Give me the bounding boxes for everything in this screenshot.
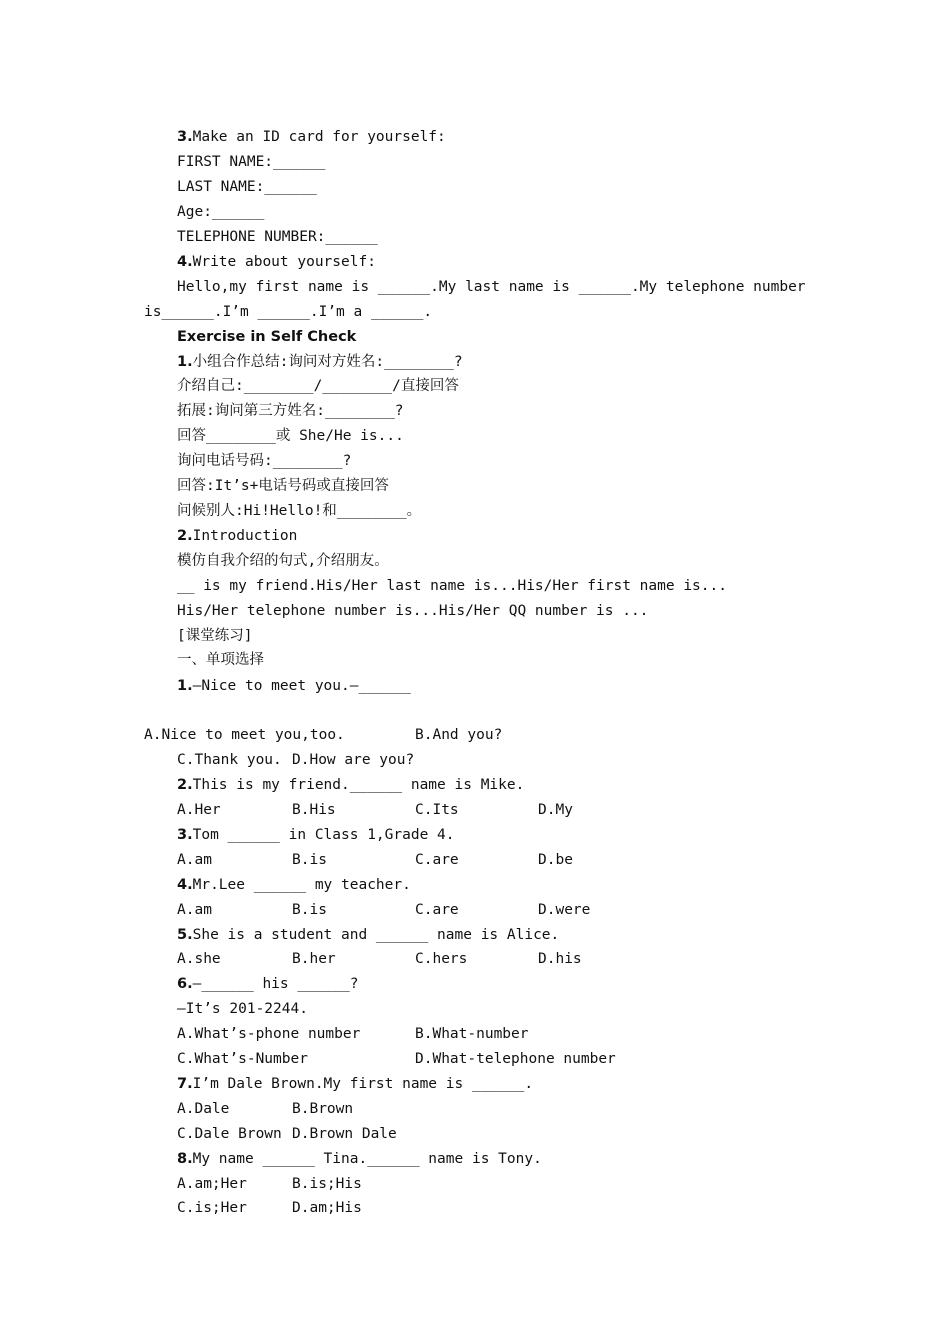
option-d: D.am;His	[292, 1200, 362, 1216]
option-c: C.Dale Brown	[177, 1126, 282, 1142]
option-c: C.are	[415, 852, 459, 868]
question-text: —______ his ______?	[192, 976, 359, 992]
question-text: Mr.Lee ______ my teacher.	[192, 877, 411, 893]
telephone-line: TELEPHONE NUMBER:______	[177, 229, 378, 245]
question-6-answer: —It’s 201-2244.	[177, 1001, 308, 1017]
section3-title	[177, 127, 446, 147]
question-text: Tom ______ in Class 1,Grade 4.	[192, 827, 455, 843]
question-number: 5.	[177, 927, 193, 943]
self-check-line5: 询问电话号码:________?	[177, 453, 352, 469]
option-a: A.Her	[177, 802, 221, 818]
introduction-line1: __ is my friend.His/Her last name is...His/Her first name is...	[177, 578, 727, 594]
question-number: 3.	[177, 827, 193, 843]
practice-subheading: 一、单项选择	[177, 652, 264, 668]
option-c: C.Its	[415, 802, 459, 818]
introduction-number: 2.	[177, 528, 193, 544]
question-text: My name ______ Tina.______ name is Tony.	[192, 1151, 542, 1167]
option-c: C.are	[415, 902, 459, 918]
option-d: D.My	[538, 802, 573, 818]
self-check-number1: 1.	[177, 354, 193, 370]
self-check-line3: 拓展:询问第三方姓名:________?	[177, 403, 404, 419]
introduction-title	[177, 526, 297, 546]
option-a: A.What’s-phone number	[177, 1026, 361, 1042]
question-text: This is my friend.______ name is Mike.	[192, 777, 525, 793]
option-d: D.Brown Dale	[292, 1126, 397, 1142]
question-7	[177, 1074, 533, 1094]
self-check-heading: Exercise in Self Check	[177, 329, 357, 345]
practice-heading: [课堂练习]	[177, 628, 253, 644]
option-b: B.is;His	[292, 1176, 362, 1192]
introduction-instruction: 模仿自我介绍的句式,介绍朋友。	[177, 553, 389, 569]
self-check-line2: 介绍自己:________/________/直接回答	[177, 378, 459, 394]
question-1	[177, 676, 411, 696]
option-d: D.What-telephone number	[415, 1051, 616, 1067]
option-d: D.his	[538, 951, 582, 967]
section4-line1: Hello,my first name is ______.My last name is ______.My telephone number	[177, 279, 806, 295]
first-name-line: FIRST NAME:______	[177, 154, 326, 170]
question-number: 8.	[177, 1151, 193, 1167]
section3-title-text: Make an ID card for yourself:	[192, 129, 446, 145]
section4-line2: is______.I’m ______.I’m a ______.	[144, 304, 433, 320]
option-b: B.And you?	[415, 727, 503, 743]
age-line: Age:______	[177, 204, 265, 220]
option-d: D.were	[538, 902, 591, 918]
self-check-line1: 小组合作总结:询问对方姓名:________?	[192, 354, 463, 370]
introduction-line2: His/Her telephone number is...His/Her QQ number is ...	[177, 603, 649, 619]
question-3	[177, 825, 455, 845]
question-text: —Nice to meet you.—______	[192, 678, 411, 694]
option-c: C.Thank you.	[177, 752, 282, 768]
option-c: C.hers	[415, 951, 468, 967]
last-name-line: LAST NAME:______	[177, 179, 317, 195]
option-b: B.is	[292, 852, 327, 868]
question-number: 1.	[177, 678, 193, 694]
section4-title	[177, 252, 376, 272]
option-a: A.Dale	[177, 1101, 230, 1117]
question-4	[177, 875, 411, 895]
self-check-item1	[177, 352, 463, 372]
option-b: B.is	[292, 902, 327, 918]
option-b: B.her	[292, 951, 336, 967]
option-b: B.His	[292, 802, 336, 818]
option-a: A.she	[177, 951, 221, 967]
introduction-title-text: Introduction	[192, 528, 298, 544]
question-2	[177, 775, 524, 795]
question-8	[177, 1149, 542, 1169]
question-text: I’m Dale Brown.My first name is ______.	[192, 1076, 534, 1092]
option-b: B.Brown	[292, 1101, 354, 1117]
question-5	[177, 925, 559, 945]
question-number: 6.	[177, 976, 193, 992]
option-a: A.Nice to meet you,too.	[144, 727, 345, 743]
self-check-line4: 回答________或 She/He is...	[177, 428, 404, 444]
question-number: 7.	[177, 1076, 193, 1092]
section4-title-text: Write about yourself:	[192, 254, 376, 270]
self-check-line6: 回答:It’s+电话号码或直接回答	[177, 478, 389, 494]
option-a: A.am;Her	[177, 1176, 247, 1192]
self-check-line7: 问候别人:Hi!Hello!和________。	[177, 503, 422, 519]
option-a: A.am	[177, 902, 212, 918]
option-c: C.is;Her	[177, 1200, 247, 1216]
question-6	[177, 974, 358, 994]
option-b: B.What-number	[415, 1026, 529, 1042]
question-number: 2.	[177, 777, 193, 793]
option-c: C.What’s-Number	[177, 1051, 308, 1067]
option-a: A.am	[177, 852, 212, 868]
option-d: D.be	[538, 852, 573, 868]
section4-number: 4.	[177, 254, 193, 270]
option-d: D.How are you?	[292, 752, 415, 768]
question-text: She is a student and ______ name is Alice.	[192, 927, 560, 943]
question-number: 4.	[177, 877, 193, 893]
section3-number: 3.	[177, 129, 193, 145]
